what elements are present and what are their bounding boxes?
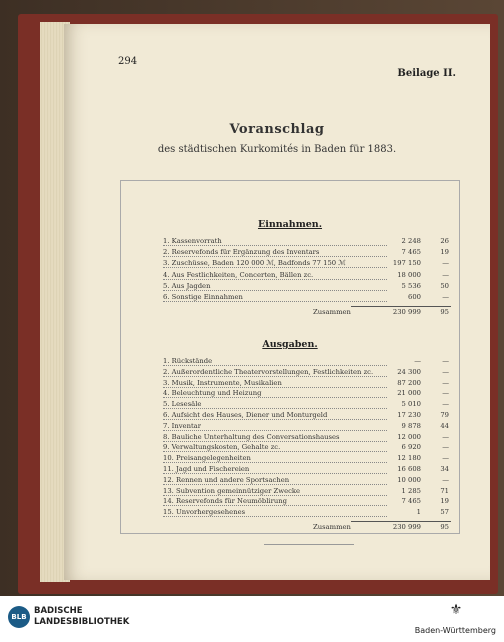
row-pfennig: — [423, 368, 449, 376]
row-label: 6. Aufsicht des Hauses, Diener und Monturgeld [163, 411, 328, 419]
library-name-line1: BADISCHE [34, 606, 83, 616]
row-mark: 600 [371, 293, 421, 301]
table-row [163, 508, 457, 519]
row-mark: 5 536 [371, 282, 421, 290]
table-row [163, 259, 457, 270]
row-label: 14. Reservefonds für Neumöblirung [163, 497, 287, 506]
leader-dots [163, 451, 387, 452]
row-pfennig: — [423, 443, 449, 451]
table-row [163, 443, 457, 454]
row-mark: 24 300 [371, 368, 421, 376]
table-row [163, 476, 457, 487]
table-row [163, 487, 457, 498]
row-mark: 87 200 [371, 379, 421, 387]
coat-of-arms-icon: ⚜ [449, 602, 463, 618]
table-row [163, 248, 457, 259]
row-mark: 7 465 [371, 497, 421, 505]
leader-dots [163, 462, 387, 463]
table-row [163, 465, 457, 476]
leader-dots [163, 505, 387, 506]
row-label: 6. Sonstige Einnahmen [163, 293, 243, 301]
row-label: 10. Preisangelegenheiten [163, 454, 251, 463]
row-pfennig: — [423, 271, 449, 279]
row-label: 5. Lesesäle [163, 400, 202, 409]
row-mark: 21 000 [371, 389, 421, 397]
row-pfennig: 44 [423, 422, 449, 430]
table-row [163, 368, 457, 379]
row-mark: 7 465 [371, 248, 421, 256]
total-row [163, 308, 457, 319]
leader-dots [163, 365, 387, 366]
row-pfennig: 57 [423, 508, 449, 516]
table-row [163, 400, 457, 411]
row-pfennig: 26 [423, 237, 449, 245]
total-pfennig: 95 [423, 308, 449, 316]
row-pfennig: — [423, 454, 449, 462]
table-row [163, 237, 457, 248]
row-mark: 5 010 [371, 400, 421, 408]
library-name-line2: LANDESBIBLIOTHEK [34, 617, 130, 627]
row-label: 13. Subvention gemeinnütziger Zwecke [163, 486, 301, 495]
row-label: 1. Kassenvorrath [163, 237, 222, 245]
table-row [163, 293, 457, 304]
sum-rule [351, 306, 451, 307]
row-mark: 18 000 [371, 271, 421, 279]
row-mark: 197 150 [371, 259, 421, 267]
row-pfennig: 71 [423, 487, 449, 495]
row-label: 11. Jagd und Fischereien [163, 465, 250, 473]
row-label: 15. Unvorhergesehenes [163, 508, 246, 517]
row-pfennig: 19 [423, 248, 449, 256]
row-label: 8. Bauliche Unterhaltung des Conversationshauses [163, 432, 340, 441]
table-row [163, 389, 457, 400]
row-pfennig: — [423, 379, 449, 387]
row-pfennig: — [423, 293, 449, 301]
leader-dots [163, 245, 387, 246]
appendix-label: Beilage II. [397, 68, 456, 79]
row-label: 1. Rückstände [163, 357, 213, 365]
table-row [163, 379, 457, 390]
row-label: 4. Beleuchtung und Heizung [163, 389, 262, 398]
row-label: 2. Reservefonds für Ergänzung des Inventars [163, 248, 320, 257]
document-subtitle: des städtischen Kurkomités in Baden für 1883. [157, 144, 397, 155]
row-mark: 10 000 [371, 476, 421, 484]
total-row [163, 523, 457, 534]
table-row [163, 357, 457, 368]
book-page [64, 24, 490, 580]
library-logo: BLB [8, 606, 30, 628]
row-pfennig: — [423, 476, 449, 484]
page-number: 294 [118, 56, 138, 67]
row-pfennig: 79 [423, 411, 449, 419]
table-row [163, 497, 457, 508]
table-row [163, 433, 457, 444]
table-row [163, 271, 457, 282]
row-mark: 17 230 [371, 411, 421, 419]
row-mark: — [371, 357, 421, 365]
row-pfennig: 50 [423, 282, 449, 290]
row-label: 4. Aus Festlichkeiten, Concerten, Bällen zc. [163, 270, 314, 279]
row-pfennig: — [423, 433, 449, 441]
table-row [163, 411, 457, 422]
row-label: 3. Musik, Instrumente, Musikalien [163, 378, 282, 387]
total-mark: 230 999 [371, 523, 421, 531]
row-mark: 1 [371, 508, 421, 516]
row-mark: 9 878 [371, 422, 421, 430]
row-label: 7. Inventar [163, 421, 201, 430]
row-label: 2. Außerordentliche Theatervorstellungen, Festlichkeiten zc. [163, 367, 374, 376]
table-row [163, 422, 457, 433]
row-pfennig: 34 [423, 465, 449, 473]
leader-dots [163, 419, 387, 420]
row-mark: 6 920 [371, 443, 421, 451]
table-row [163, 454, 457, 465]
row-mark: 16 608 [371, 465, 421, 473]
document-title: Voranschlag [229, 122, 325, 137]
budget-table [120, 180, 460, 534]
row-label: 12. Rennen und andere Sportsachen [163, 475, 290, 484]
expenses-heading: Ausgaben. [262, 339, 318, 350]
row-mark: 2 248 [371, 237, 421, 245]
row-label: 3. Zuschüsse, Baden 120 000 ℳ, Badfonds 77 150 ℳ [163, 259, 346, 268]
leader-dots [163, 516, 387, 517]
library-name [34, 606, 129, 628]
leader-dots [163, 408, 387, 409]
sum-rule [351, 521, 451, 522]
leader-dots [163, 397, 387, 398]
total-mark: 230 999 [371, 308, 421, 316]
partner-name: Baden-Württemberg [414, 626, 496, 635]
income-heading: Einnahmen. [257, 219, 323, 230]
leader-dots [163, 301, 387, 302]
row-mark: 1 285 [371, 487, 421, 495]
row-label: 9. Verwaltungskosten, Gehalte zc. [163, 443, 281, 452]
row-mark: 12 000 [371, 433, 421, 441]
row-label: 5. Aus Jagden [163, 281, 211, 290]
leader-dots [163, 267, 387, 268]
row-pfennig: — [423, 400, 449, 408]
closing-rule [264, 544, 354, 545]
total-pfennig: 95 [423, 523, 449, 531]
total-label: Zusammen [313, 523, 351, 531]
row-pfennig: — [423, 259, 449, 267]
leader-dots [163, 256, 387, 257]
row-pfennig: 19 [423, 497, 449, 505]
row-pfennig: — [423, 389, 449, 397]
table-row [163, 282, 457, 293]
row-pfennig: — [423, 357, 449, 365]
leader-dots [163, 473, 387, 474]
total-label: Zusammen [313, 308, 351, 317]
row-mark: 12 180 [371, 454, 421, 462]
